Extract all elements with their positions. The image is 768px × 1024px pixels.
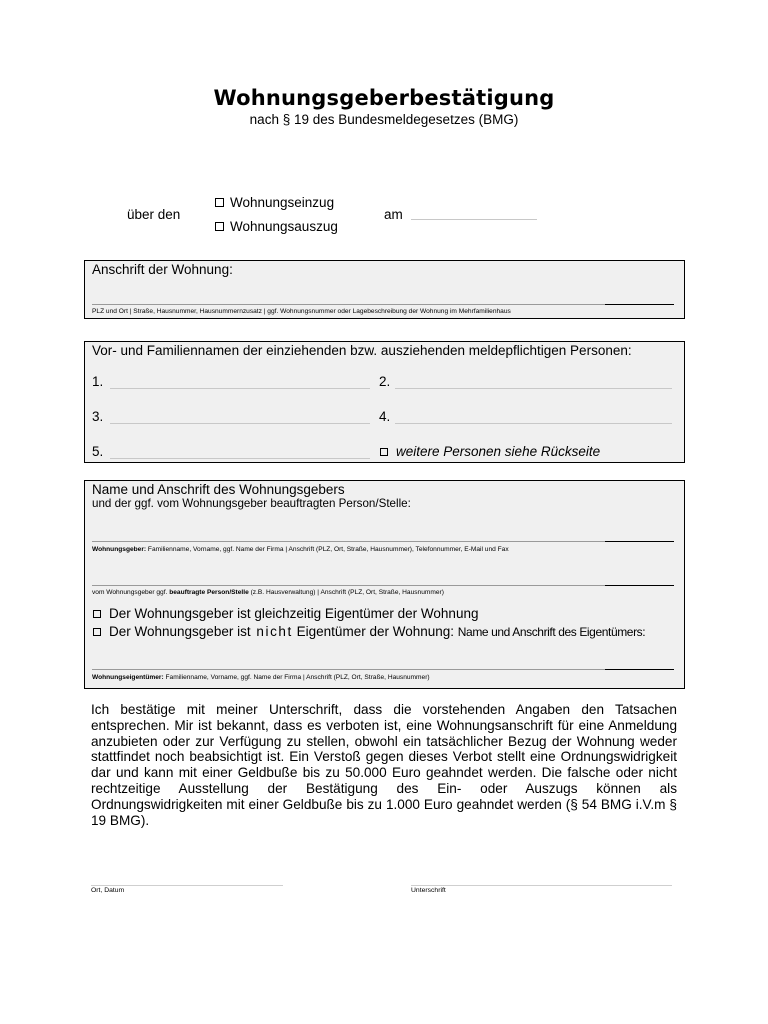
checkbox-icon[interactable] (380, 448, 388, 456)
person-2-field[interactable] (395, 388, 672, 389)
place-date-label: Ort, Datum (91, 887, 125, 894)
option-auszug[interactable] (215, 219, 338, 234)
option-not-owner-pre: Der Wohnungsgeber ist (109, 624, 251, 639)
landlord-hint-bold: Wohnungsgeber: (92, 546, 147, 553)
form-subtitle: nach § 19 des Bundesmeldegesetzes (BMG) (249, 112, 519, 127)
address-hint: PLZ und Ort | Straße, Hausnummer, Hausnummernzusatz | ggf. Wohnungsnummer oder Lagebeschreibung der Wohnung im Mehrfamilienhaus (92, 308, 511, 315)
date-field[interactable] (411, 219, 537, 220)
option-auszug-label: Wohnungsauszug (230, 219, 338, 234)
landlord-title: Name und Anschrift des Wohnungsgebers (92, 482, 345, 497)
person-number-3: 3. (92, 409, 104, 424)
owner-hint-rest: Familienname, Vorname, ggf. Name der Firma | Anschrift (PLZ, Ort, Straße, Hausnummer) (163, 674, 430, 681)
agent-input-line-dark (605, 585, 674, 586)
agent-hint-bold: beauftragte Person/Stelle (169, 589, 249, 596)
option-not-owner[interactable] (93, 624, 645, 639)
agent-hint-pre: vom Wohnungsgeber ggf. (92, 589, 170, 596)
option-owner-label: Der Wohnungsgeber ist gleichzeitig Eigentümer der Wohnung (109, 606, 479, 621)
checkbox-icon[interactable] (215, 198, 224, 207)
owner-hint-bold: Wohnungseigentümer: (92, 674, 164, 681)
landlord-input-line[interactable] (92, 541, 674, 542)
option-not-owner-nicht: nicht (256, 624, 293, 639)
person-1-field[interactable] (110, 388, 370, 389)
more-persons-label: weitere Personen siehe Rückseite (396, 444, 601, 459)
person-number-2: 2. (379, 374, 391, 389)
am-label: am (384, 207, 403, 222)
signature-field[interactable] (411, 885, 672, 886)
form-title: Wohnungsgeberbestätigung (213, 86, 555, 110)
owner-input-line[interactable] (92, 669, 674, 670)
option-not-owner-post: Eigentümer der Wohnung: (296, 624, 455, 639)
persons-title: Vor- und Familiennamen der einziehenden bzw. ausziehenden meldepflichtigen Personen: (92, 343, 632, 358)
option-owner[interactable] (93, 606, 478, 621)
person-5-field[interactable] (110, 458, 370, 459)
address-section (84, 260, 685, 319)
place-date-field[interactable] (91, 885, 283, 886)
landlord-section (84, 480, 685, 689)
landlord-input-line-dark (605, 541, 674, 542)
agent-input-line[interactable] (92, 585, 674, 586)
person-number-1: 1. (92, 374, 104, 389)
landlord-hint-rest: Familienname, Vorname, ggf. Name der Firma | Anschrift (PLZ, Ort, Straße, Hausnummer), Telefonnummer, E-Mail und Fax (146, 546, 509, 553)
option-einzug-label: Wohnungseinzug (230, 195, 335, 210)
checkbox-icon[interactable] (93, 628, 101, 636)
landlord-hint (92, 546, 509, 553)
persons-section (84, 341, 685, 463)
person-number-4: 4. (379, 409, 391, 424)
checkbox-icon[interactable] (93, 610, 101, 618)
agent-hint (92, 589, 444, 596)
address-input-line[interactable] (92, 304, 674, 305)
declaration-text: Ich bestätige mit meiner Unterschrift, dass die vorstehenden Angaben den Tatsachen entsprechen. Mir ist bekannt, dass es verboten ist, eine Wohnungsanschrift für eine Anmeldung anzubieten oder zur Verfügung zu stellen, obwohl ein tatsächlicher Bezug der Wohnung weder stattfindet noch beabsichtigt ist. Ein Verstoß gegen dieses Verbot stellt eine Ordnungswidrigkeit dar und kann mit einer Geldbuße bis zu 50.000 Euro geahndet werden. Die falsche oder nicht rechtzeitige Ausstellung der Bestätigung des Ein- oder Auszugs können als Ordnungswidrigkeiten mit einer Geldbuße bis zu 1.000 Euro geahndet werden (§ 54 BMG i.V.m § 19 BMG). (91, 702, 677, 828)
option-einzug[interactable] (215, 195, 334, 210)
checkbox-icon[interactable] (215, 222, 224, 231)
landlord-subtitle: und der ggf. vom Wohnungsgeber beauftragten Person/Stelle: (92, 497, 411, 510)
option-not-owner-small: Name und Anschrift des Eigentümers: (457, 625, 646, 639)
address-title: Anschrift der Wohnung: (92, 262, 233, 277)
signature-label: Unterschrift (411, 887, 446, 894)
person-number-5: 5. (92, 444, 104, 459)
person-3-field[interactable] (110, 423, 370, 424)
agent-hint-rest: (z.B. Hausverwaltung) | Anschrift (PLZ, Ort, Straße, Hausnummer) (248, 589, 444, 596)
more-persons-option[interactable] (380, 444, 600, 459)
person-4-field[interactable] (395, 423, 672, 424)
address-input-line-dark (605, 304, 674, 305)
owner-input-line-dark (605, 669, 674, 670)
ueber-den-label: über den (127, 207, 181, 222)
owner-hint (92, 674, 430, 681)
